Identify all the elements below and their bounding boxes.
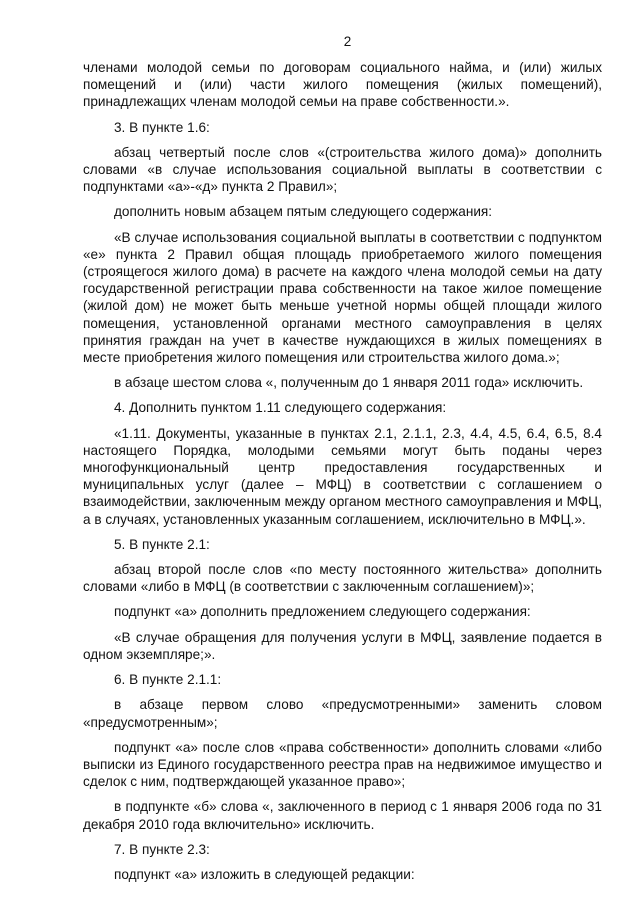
paragraph-15: подпункт «а» после слов «права собственности» дополнить словами «либо выписки из Единого государственного реестра прав на недвижимое имущество и сделок с ним, подтверждающей указанное право»; [83, 739, 602, 790]
paragraph-7: 4. Дополнить пунктом 1.11 следующего содержания: [114, 400, 447, 416]
paragraph-4: дополнить новым абзацем пятым следующего содержания: [114, 204, 493, 220]
paragraph-16: в подпункте «б» слова «, заключенного в период с 1 января 2006 года по 31 декабря 2010 года включительно» исключить. [83, 799, 602, 832]
paragraph-1: членами молодой семьи по договорам социального найма, и (или) жилых помещений и (или) части жилого помещения (жилых помещений), принадлежащих членам молодой семьи на праве собственности.». [83, 60, 602, 110]
paragraph-9: 5. В пункте 2.1: [114, 536, 210, 552]
paragraph-10: абзац второй после слов «по месту постоянного жительства» дополнить словами «либо в МФЦ (в соответствии с заключенным соглашением)»; [83, 562, 602, 595]
paragraph-6: в абзаце шестом слова «, полученным до 1 января 2011 года» исключить. [114, 375, 584, 391]
paragraph-12: «В случае обращения для получения услуги в МФЦ, заявление подается в одном экземпляре;». [83, 629, 602, 662]
paragraph-3: абзац четвертый после слов «(строительства жилого дома)» дополнить словами «в случае использования социальной выплаты в соответствии с подпунктами «а»-«д» пункта 2 Правил»; [83, 144, 602, 195]
paragraph-17: 7. В пункте 2.3: [114, 841, 210, 857]
paragraph-11: подпункт «а» дополнить предложением следующего содержания: [114, 604, 531, 620]
paragraph-18: подпункт «а» изложить в следующей редакции: [114, 866, 415, 882]
paragraph-14: в абзаце первом слово «предусмотренными» заменить словом «предусмотренным»; [83, 697, 602, 730]
paragraph-5: «В случае использования социальной выплаты в соответствии с подпунктом «е» пункта 2 Правил общая площадь приобретаемого жилого помещения (строящегося жилого дома) в расчете на каждого члена молодой семьи на дату государственной регистрации права собственности на такое жилое помещение (жилой дом) не может быть меньше учетной нормы общей площади жилого помещения, установленной органами местного самоуправления в целях принятия граждан на учет в качестве нуждающихся в жилых помещениях в месте приобретения жилого помещения или строительства жилого дома.»; [83, 229, 602, 366]
page-number: 2 [343, 34, 352, 49]
paragraph-8: «1.11. Документы, указанные в пунктах 2.1, 2.1.1, 2.3, 4.4, 4.5, 6.4, 6.5, 8.4 настоящего Порядка, молодыми семьями могут быть поданы через многофункциональный центр предоставления государственных и муниципальных услуг (далее – МФЦ) в соответствии с соглашением о взаимодействии, заключенным между органом местного самоуправления и МФЦ, а в случаях, установленных указанным соглашением, исключительно в МФЦ.». [83, 425, 602, 527]
paragraph-2: 3. В пункте 1.6: [114, 119, 210, 135]
paragraph-13: 6. В пункте 2.1.1: [114, 672, 222, 688]
